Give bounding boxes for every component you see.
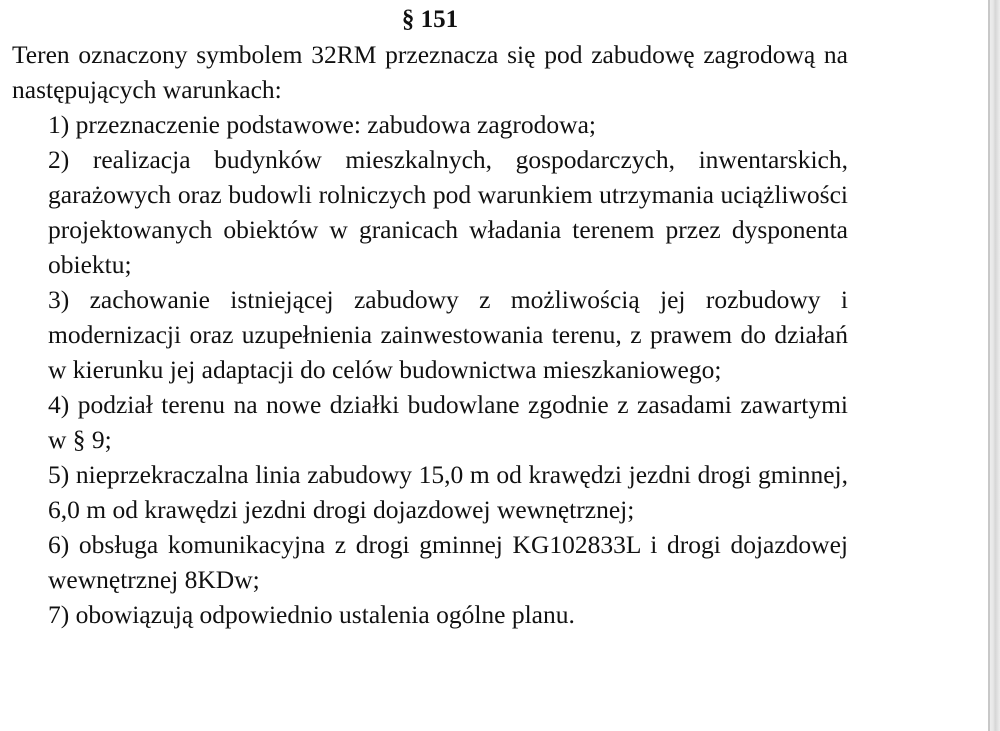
list-item: 4) podział terenu na nowe działki budowlane zgodnie z zasadami zawartymi w § 9; bbox=[48, 390, 848, 454]
page-edge-line bbox=[988, 0, 990, 731]
list-item: 7) obowiązują odpowiednio ustalenia ogólne planu. bbox=[48, 600, 575, 629]
provision-list bbox=[12, 107, 848, 632]
list-item: 6) obsługa komunikacyjna z drogi gminnej KG102833L i drogi dojazdowej wewnętrznej 8KDw; bbox=[48, 530, 848, 594]
list-item: 2) realizacja budynków mieszkalnych, gospodarczych, inwentarskich, garażowych oraz budowli rolniczych pod warunkiem utrzymania uciążliwości projektowanych obiektów w granicach władania terenem przez dysponenta obiektu; bbox=[48, 145, 848, 279]
list-item: 1) przeznaczenie podstawowe: zabudowa zagrodowa; bbox=[48, 110, 596, 139]
intro-paragraph: Teren oznaczony symbolem 32RM przeznacza się pod zabudowę zagrodową na następujących warunkach: bbox=[12, 40, 848, 104]
document-content bbox=[12, 0, 848, 632]
list-item: 5) nieprzekraczalna linia zabudowy 15,0 m od krawędzi jezdni drogi gminnej, 6,0 m od krawędzi jezdni drogi dojazdowej wewnętrznej; bbox=[48, 460, 848, 524]
section-heading: § 151 bbox=[401, 6, 459, 33]
list-item: 3) zachowanie istniejącej zabudowy z możliwością jej rozbudowy i modernizacji oraz uzupełnienia zainwestowania terenu, z prawem do działań w kierunku jej adaptacji do celów budownictwa mieszkaniowego; bbox=[48, 285, 848, 384]
